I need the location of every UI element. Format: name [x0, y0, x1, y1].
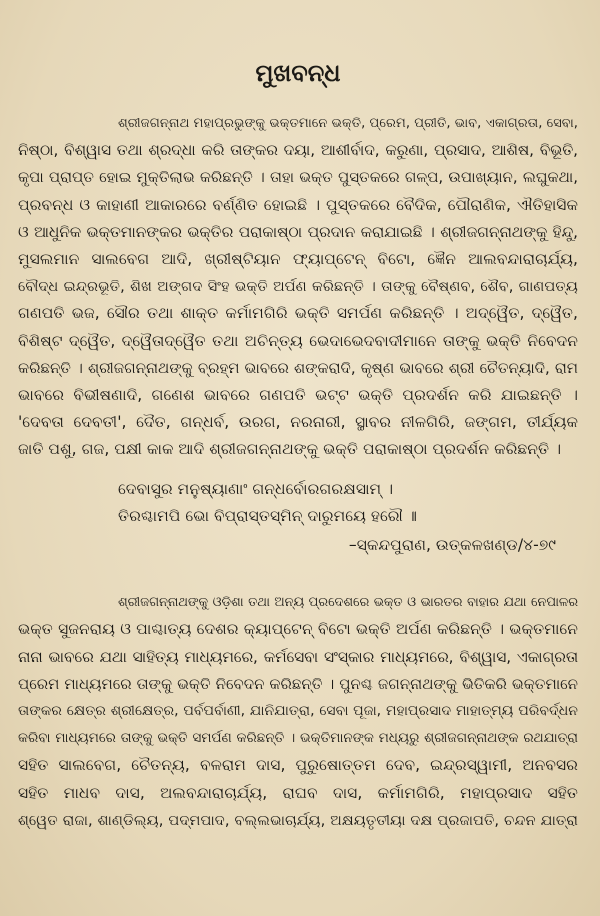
- page-title: ମୁଖବନ୍ଧ: [255, 59, 341, 87]
- text-line: ତାଙ୍କର କ୍ଷେତ୍ର ଶ୍ରୀକ୍ଷେତ୍ର, ପର୍ବପର୍ବାଣୀ, ଯାନିଯାତ୍ରା, ସେବା ପୂଜା, ମହାପ୍ରସାଦ ମାହାତ୍ମ୍ୟ ପରିବର୍ଦ୍ଧନ: [18, 703, 578, 720]
- verse-line: ଦେବାସୁର ମନୁଷ୍ୟାଣାଂ ଗନ୍ଧର୍ବୋରଗରକ୍ଷସାମ୍ ।: [118, 479, 394, 498]
- paragraph-1: [18, 110, 578, 464]
- text-line: ପ୍ରେମ ମାଧ୍ୟମରେ ତାଙ୍କୁ ଭକ୍ତି ନିବେଦନ କରିଛନ୍ତି । ପୁନଶ୍ଚ ଜଗନ୍ନାଥଙ୍କୁ ଭିତିକରି ଭକ୍ତମାନେ: [18, 674, 578, 693]
- text-line: 'ଦେବତା ଦେବତୀ', ଦୈତ, ଗନ୍ଧର୍ବ, ଉରଗ, ନରନାରୀ, ସ୍ଥାବର ନୀଳଗିରି, ଜଙ୍ଗମ, ତୀର୍ଯ୍ୟକ: [18, 413, 578, 432]
- text-line: କୃପା ପ୍ରାପ୍ତ ହୋଇ ମୁକ୍ତିଲାଭ କରିଛନ୍ତି । ତାହା ଭକ୍ତ ପୁସ୍ତକରେ ଗଳ୍ପ, ଉପାଖ୍ୟାନ, ଲଘୁକଥା,: [18, 168, 578, 187]
- verse-line: ତିରଶ୍ଚାମପି ଭୋ ବିପ୍ରାସ୍ତସ୍ମିନ୍ ଦାରୁମୟେ ହରୌ ॥: [118, 506, 417, 525]
- text-line: ସହିତ ସାଲବେଗ, ଚୈତନ୍ୟ, ବଳରାମ ଦାସ, ପୁରୁଷୋତ୍ତମ ଦେବ, ଇନ୍ଦ୍ରସ୍ୱାମୀ, ଅନବସର: [18, 756, 578, 775]
- text-line: ଭାବରେ ବିଭୀଷଣାଦି, ଗଣେଶ ଭାବରେ ଗଣପତି ଭଟ୍ଟ ଭକ୍ତି ପ୍ରଦର୍ଶନ କରି ଯାଇଛନ୍ତି ।: [18, 386, 578, 405]
- verse-citation: –ସ୍କନ୍ଦପୁରାଣ, ଉତ୍କଳଖଣ୍ଡ/୪-୭୯: [348, 536, 556, 555]
- text-line: ନିଷ୍ଠା, ବିଶ୍ୱାସ ତଥା ଶ୍ରଦ୍ଧା କରି ତାଙ୍କର ଦୟା, ଆଶୀର୍ବାଦ, କରୁଣା, ପ୍ରସାଦ, ଆଶିଷ, ବିଭୂତି,: [18, 141, 578, 160]
- text-line: ଓ ଆଧୁନିକ ଭକ୍ତମାନଙ୍କର ଭକ୍ତିର ପରାକାଷ୍ଠା ପ୍ରଦାନ କରାଯାଇଛି । ଶ୍ରୀଜଗନ୍ନାଥଙ୍କୁ ହିନ୍ଦୁ,: [18, 222, 578, 241]
- text-line: ନାନା ଭାବରେ ଯଥା ସାହିତ୍ୟ ମାଧ୍ୟମରେ, କର୍ମସେବା ସଂସ୍କାର ମାଧ୍ୟମରେ, ବିଶ୍ୱାସ, ଏକାଗ୍ରତା: [18, 647, 578, 666]
- text-line: ମୁସଲମାନ ସାଲବେଗ ଆଦି, ଖ୍ରୀଷ୍ଟିୟାନ ଫ୍ୟାପ୍ଟେନ୍ ବିଟୋ, ଜ୍ଞୈନ ଆଲବନ୍ଦାରାଚାର୍ଯ୍ୟ,: [18, 250, 578, 269]
- text-line: ସହିତ ମାଧବ ଦାସ, ଅଲବନ୍ଦାରାଚାର୍ଯ୍ୟ, ରାଘବ ଦାସ, କର୍ମାମଗିରି, ମହାପ୍ରସାଦ ସହିତ: [18, 783, 578, 802]
- text-line: ଶ୍ରୀଜଗନ୍ନାଥଙ୍କୁ ଓଡ଼ିଶା ତଥା ଅନ୍ୟ ପ୍ରଦେଶରେ ଭକ୍ତ ଓ ଭାରତର ବାହାର ଯଥା ନେପାଳର: [118, 595, 578, 611]
- paragraph-2: [18, 589, 578, 834]
- sanskrit-verse: [18, 476, 578, 530]
- text-line: କରିବା ମାଧ୍ୟମରେ ତାଙ୍କୁ ଭକ୍ତି ସମର୍ପଣ କରିଛନ୍ତି । ଭକ୍ତିମାନଙ୍କ ମଧ୍ୟରୁ ଶ୍ରୀଜଗନ୍ନାଥଙ୍କ ରଥଯାତ୍ରା: [18, 730, 578, 747]
- cropped-top-line: [0, 0, 600, 14]
- text-line: କରିଛନ୍ତି । ଶ୍ରୀଜଗନ୍ନାଥଙ୍କୁ ବ୍ରହ୍ମ ଭାବରେ ଶଙ୍କରାଦି, କୃଷ୍ଣ ଭାବରେ ଶ୍ରୀ ଚୈତନ୍ୟାଦି, ରାମ: [18, 358, 578, 377]
- text-line: ଶ୍ୱେତ ରାଜା, ଶାଣ୍ଡିଲ୍ୟ, ପଦ୍ମପାଦ, ବଲ୍ଲଭାଚାର୍ଯ୍ୟ, ଅକ୍ଷୟତୃତୀୟା ଦକ୍ଷ ପ୍ରଜାପତି, ଚନ୍ଦନ ଯାତ୍ରା: [18, 811, 578, 829]
- text-line: ଜାତି ପଶୁ, ଗଜ, ପକ୍ଷୀ କାକ ଆଦି ଶ୍ରୀଜଗନ୍ନାଥଙ୍କୁ ଭକ୍ତି ପରାକାଷ୍ଠା ପ୍ରଦର୍ଶନ କରିଛନ୍ତି ।: [18, 440, 562, 459]
- text-line: ଭକ୍ତ ସୁଜନରାୟ ଓ ପାଶ୍ଚାତ୍ୟ ଦେଶର କ୍ୟାପ୍ଟେନ୍ ବିଟୋ ଭକ୍ତି ଅର୍ପଣ କରିଛନ୍ତି । ଭକ୍ତମାନେ: [18, 620, 578, 639]
- text-line: ବିଶିଷ୍ଟ ଦ୍ୱୈତ, ଦ୍ୱୈତାଦ୍ୱୈତ ତଥା ଅଚିନ୍ତ୍ୟ ଭେଦାଭେଦବାଦୀମାନେ ତାଙ୍କୁ ଭକ୍ତି ନିବେଦନ: [18, 331, 578, 350]
- text-line: ପ୍ରବନ୍ଧ ଓ କାହାଣୀ ଆକାରରେ ବର୍ଣ୍ଣିତ ହୋଇଛି । ପୁସ୍ତକରେ ବୈଦିକ, ପୌରାଣିକ, ଐତିହାସିକ: [18, 195, 578, 214]
- text-line: ବୌଦ୍ଧ ଇନ୍ଦ୍ରଭୂତି, ଶିଖ ଅଙ୍ଗଦ ସିଂହ ଭକ୍ତି ଅର୍ପଣ କରିଛନ୍ତି । ତାଙ୍କୁ ବୈଷ୍ଣବ, ଶୈବ, ଗାଣପତ୍ୟ: [18, 278, 578, 296]
- text-line: ଶ୍ରୀଜଗନ୍ନାଥ ମହାପ୍ରଭୁଙ୍କୁ ଭକ୍ତମାନେ ଭକ୍ତି, ପ୍ରେମ, ପ୍ରୀତି, ଭାବ, ଏକାଗ୍ରତା, ସେବା,: [118, 116, 578, 131]
- text-line: ଗଣପତି ଭଜ, ସୌର ତଥା ଶାକ୍ତ କର୍ମାମଗିରି ଭକ୍ତି ସମର୍ପଣ କରିଛନ୍ତି । ଅଦ୍ୱୈତ, ଦ୍ୱୈତ,: [18, 304, 578, 323]
